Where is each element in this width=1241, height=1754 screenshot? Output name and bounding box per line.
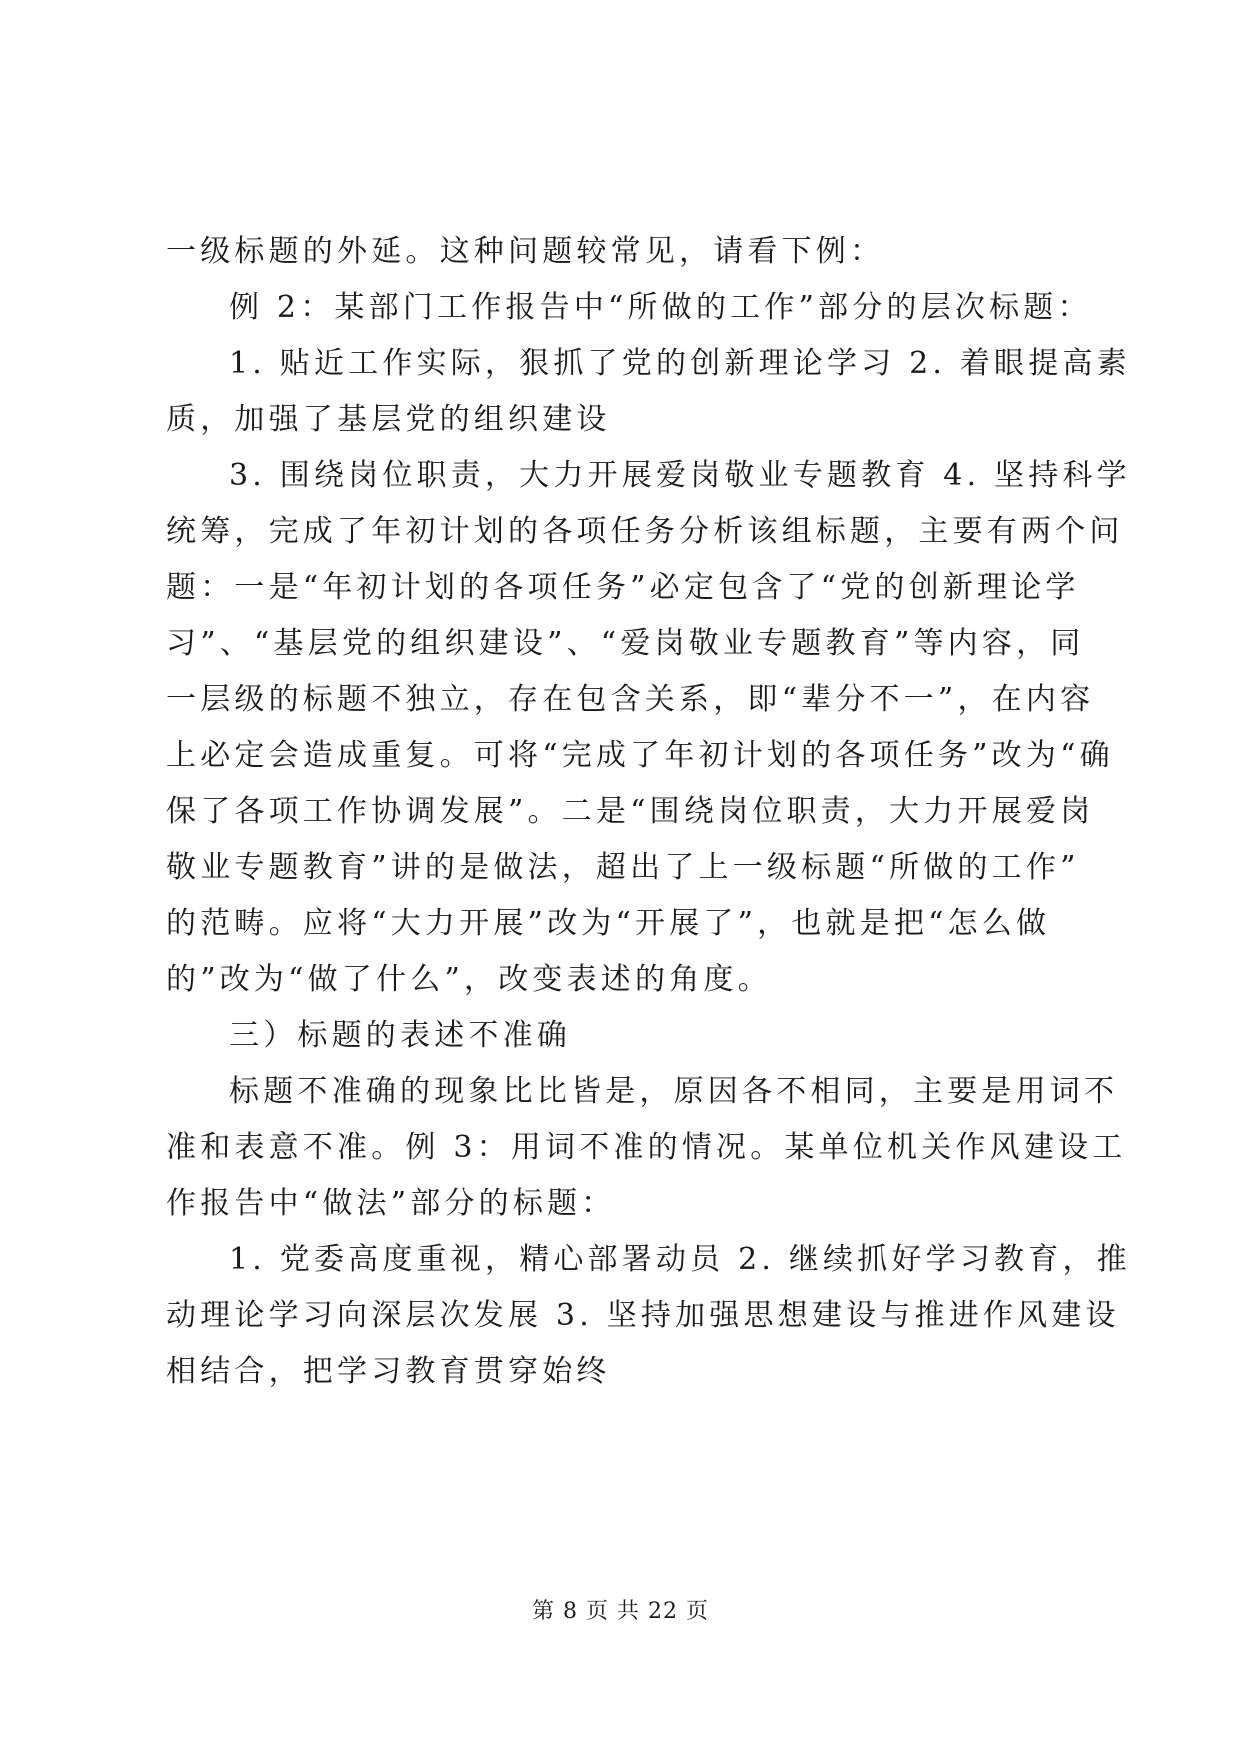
text-line: 1. 党委高度重视，精心部署动员 2. 继续抓好学习教育，推 bbox=[229, 1242, 1131, 1277]
text-line: 一级标题的外延。这种问题较常见，请看下例： bbox=[166, 234, 885, 269]
text-line: 的范畴。应将“大力开展”改为“开展了”，也就是把“怎么做 bbox=[166, 906, 1051, 941]
text-line: 一层级的标题不独立，存在包含关系，即“辈分不一”，在内容 bbox=[166, 682, 1095, 717]
text-line: 质，加强了基层党的组织建设 bbox=[166, 402, 611, 437]
text-line: 相结合，把学习教育贯穿始终 bbox=[166, 1354, 611, 1389]
text-line: 的”改为“做了什么”，改变表述的角度。 bbox=[166, 962, 772, 997]
text-line: 作报告中“做法”部分的标题： bbox=[166, 1186, 616, 1221]
text-line: 动理论学习向深层次发展 3. 坚持加强思想建设与推进作风建设 bbox=[166, 1298, 1120, 1333]
text-line: 3. 围绕岗位职责，大力开展爱岗敬业专题教育 4. 坚持科学 bbox=[229, 458, 1131, 493]
text-line: 保了各项工作协调发展”。二是“围绕岗位职责，大力开展爱岗 bbox=[166, 794, 1095, 829]
text-line: 上必定会造成重复。可将“完成了年初计划的各项任务”改为“确 bbox=[166, 738, 1114, 773]
text-line: 习”、“基层党的组织建设”、“爱岗敬业专题教育”等内容，同 bbox=[166, 626, 1085, 661]
section-heading: 三）标题的表述不准确 bbox=[229, 1018, 571, 1053]
text-line: 题：一是“年初计划的各项任务”必定包含了“党的创新理论学 bbox=[166, 570, 1080, 605]
text-line: 标题不准确的现象比比皆是，原因各不相同，主要是用词不 bbox=[229, 1074, 1119, 1109]
text-line: 1. 贴近工作实际，狠抓了党的创新理论学习 2. 着眼提高素 bbox=[229, 346, 1131, 381]
text-line: 准和表意不准。例 3：用词不准的情况。某单位机关作风建设工 bbox=[166, 1130, 1127, 1165]
text-line: 统筹，完成了年初计划的各项任务分析该组标题，主要有两个问 bbox=[166, 514, 1124, 549]
text-line: 敬业专题教育”讲的是做法，超出了上一级标题“所做的工作” bbox=[166, 850, 1080, 885]
text-line: 例 2：某部门工作报告中“所做的工作”部分的层次标题： bbox=[229, 290, 1092, 325]
page-footer: 第 8 页 共 22 页 bbox=[532, 1599, 709, 1624]
